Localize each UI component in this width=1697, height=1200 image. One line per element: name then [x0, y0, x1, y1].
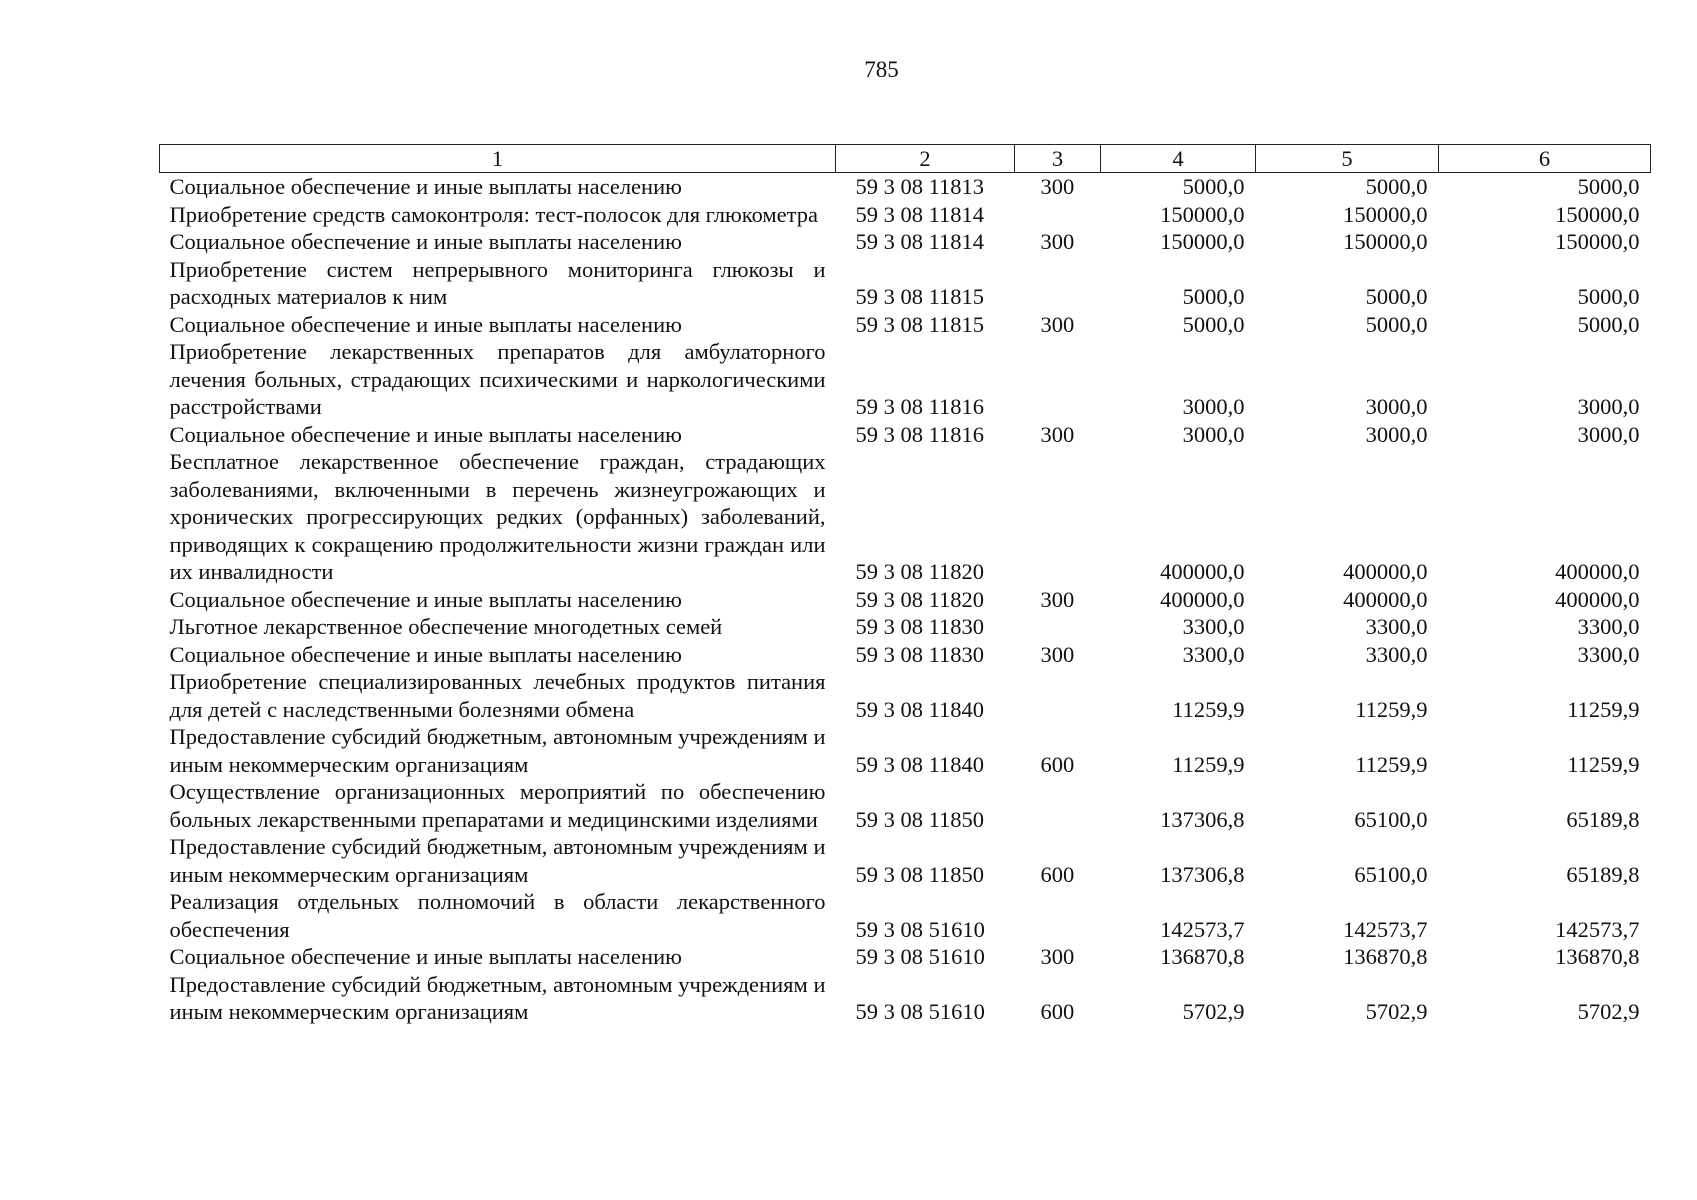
- row-value-col6-cell: 3000,0: [1577, 421, 1640, 447]
- row-name-cell: Социальное обеспечение и иные выплаты населению: [169, 229, 682, 254]
- row-value-col5-cell: 11259,9: [1355, 751, 1428, 777]
- row-code-cell: 59 3 08 51610: [855, 944, 985, 969]
- row-type-cell: 300: [1040, 944, 1075, 969]
- row-value-col4-cell: 3300,0: [1182, 641, 1245, 667]
- row-value-col5-cell: 11259,9: [1355, 696, 1428, 722]
- table-row: [160, 943, 1651, 971]
- row-code-cell: 59 3 08 11815: [855, 311, 985, 337]
- row-code-cell: 59 3 08 11850: [855, 861, 985, 887]
- row-name-cell: Предоставление субсидий бюджетным, автономным учреждениям и иным некоммерческим организациям: [169, 834, 826, 887]
- row-name-cell: Социальное обеспечение и иные выплаты населению: [169, 311, 682, 337]
- row-value-col4-cell: 11259,9: [1172, 751, 1245, 777]
- row-code-cell: 59 3 08 11816: [855, 394, 985, 419]
- row-type-cell: 300: [1040, 311, 1075, 337]
- row-type-cell: [1015, 613, 1101, 641]
- row-code-cell: 59 3 08 11840: [855, 751, 985, 777]
- row-value-col6-cell: 150000,0: [1555, 201, 1640, 227]
- table-row: [160, 668, 1651, 723]
- row-value-col4-cell: 5000,0: [1182, 284, 1245, 309]
- row-code-cell: 59 3 08 11820: [855, 586, 985, 612]
- row-type-cell: 600: [1040, 999, 1075, 1024]
- row-type-cell: [1015, 338, 1101, 421]
- row-value-col5-cell: 400000,0: [1343, 586, 1428, 612]
- row-name-cell: Льготное лекарственное обеспечение многодетных семей: [169, 614, 723, 639]
- row-value-col4-cell: 5702,9: [1182, 999, 1245, 1024]
- table-row: [160, 256, 1651, 311]
- row-value-col6-cell: 400000,0: [1555, 559, 1640, 584]
- row-value-col4-cell: 150000,0: [1160, 229, 1245, 254]
- row-value-col6-cell: 3300,0: [1577, 641, 1640, 667]
- row-name-cell: Социальное обеспечение и иные выплаты населению: [169, 421, 682, 447]
- row-code-cell: 59 3 08 11814: [855, 229, 985, 254]
- column-header-2: 2: [836, 145, 1015, 173]
- row-type-cell: 600: [1040, 751, 1075, 777]
- row-value-col5-cell: 5000,0: [1365, 174, 1428, 199]
- column-header-5: 5: [1256, 145, 1439, 173]
- row-type-cell: 300: [1040, 641, 1075, 667]
- table-row: [160, 228, 1651, 256]
- row-type-cell: 300: [1040, 421, 1075, 447]
- row-value-col5-cell: 142573,7: [1343, 916, 1428, 942]
- row-value-col5-cell: 150000,0: [1343, 229, 1428, 254]
- row-name-cell: Социальное обеспечение и иные выплаты населению: [169, 174, 682, 199]
- row-code-cell: 59 3 08 51610: [855, 999, 985, 1024]
- row-value-col4-cell: 150000,0: [1160, 201, 1245, 227]
- row-code-cell: 59 3 08 11815: [855, 284, 985, 309]
- header-row: [160, 145, 1651, 173]
- row-name-cell: Предоставление субсидий бюджетным, автономным учреждениям и иным некоммерческим организациям: [169, 724, 826, 777]
- table-row: [160, 586, 1651, 614]
- row-name-cell: Приобретение систем непрерывного мониторинга глюкозы и расходных материалов к ним: [169, 256, 826, 309]
- row-type-cell: [1015, 256, 1101, 311]
- row-value-col6-cell: 5000,0: [1577, 284, 1640, 309]
- row-code-cell: 59 3 08 11816: [855, 421, 985, 447]
- row-code-cell: 59 3 08 11850: [855, 806, 985, 832]
- column-header-1: 1: [160, 145, 836, 173]
- table-row: [160, 613, 1651, 641]
- row-name-cell: Бесплатное лекарственное обеспечение граждан, страдающих заболеваниями, включенными в перечень жизнеугрожающих и хронических прогрессирующих редких (орфанных) заболеваний, приводящих к сокращению продолжительности жизни граждан или их инвалидности: [169, 449, 826, 584]
- row-code-cell: 59 3 08 11814: [855, 201, 985, 227]
- row-code-cell: 59 3 08 11813: [855, 174, 985, 199]
- row-value-col4-cell: 137306,8: [1160, 806, 1245, 832]
- table-row: [160, 778, 1651, 833]
- row-value-col6-cell: 65189,8: [1566, 861, 1640, 887]
- row-value-col5-cell: 400000,0: [1343, 559, 1428, 584]
- table-row: [160, 971, 1651, 1026]
- row-value-col6-cell: 150000,0: [1555, 229, 1640, 254]
- row-name-cell: Осуществление организационных мероприятий по обеспечению больных лекарственными препаратами и медицинскими изделиями: [169, 779, 826, 832]
- row-name-cell: Социальное обеспечение и иные выплаты населению: [169, 586, 682, 612]
- row-value-col4-cell: 137306,8: [1160, 861, 1245, 887]
- row-value-col4-cell: 3300,0: [1182, 614, 1245, 639]
- row-value-col5-cell: 5000,0: [1365, 311, 1428, 337]
- row-value-col6-cell: 5702,9: [1577, 999, 1640, 1024]
- row-value-col4-cell: 142573,7: [1160, 916, 1245, 942]
- row-value-col6-cell: 3000,0: [1577, 394, 1640, 419]
- table-header: [160, 145, 1651, 173]
- row-value-col5-cell: 136870,8: [1343, 944, 1428, 969]
- column-header-4: 4: [1101, 145, 1256, 173]
- table-row: [160, 723, 1651, 778]
- row-value-col4-cell: 3000,0: [1182, 421, 1245, 447]
- row-name-cell: Социальное обеспечение и иные выплаты населению: [169, 944, 682, 969]
- row-value-col5-cell: 65100,0: [1354, 861, 1428, 887]
- row-name-cell: Приобретение средств самоконтроля: тест-полосок для глюкометра: [169, 201, 818, 227]
- row-value-col4-cell: 400000,0: [1160, 559, 1245, 584]
- row-name-cell: Приобретение лекарственных препаратов для амбулаторного лечения больных, страдающих психическими и наркологическими расстройствами: [169, 339, 826, 419]
- table-row: [160, 421, 1651, 449]
- row-value-col4-cell: 11259,9: [1172, 696, 1245, 722]
- table-row: [160, 448, 1651, 586]
- row-code-cell: 59 3 08 11840: [855, 696, 985, 722]
- row-code-cell: 59 3 08 11830: [855, 614, 985, 639]
- column-header-6: 6: [1439, 145, 1651, 173]
- row-value-col6-cell: 142573,7: [1555, 916, 1640, 942]
- row-name-cell: Социальное обеспечение и иные выплаты населению: [169, 641, 682, 667]
- row-value-col5-cell: 3000,0: [1365, 394, 1428, 419]
- table-row: [160, 338, 1651, 421]
- row-code-cell: 59 3 08 51610: [855, 916, 985, 942]
- row-value-col6-cell: 11259,9: [1567, 696, 1640, 722]
- table-row: [160, 833, 1651, 888]
- row-code-cell: 59 3 08 11830: [855, 641, 985, 667]
- row-value-col4-cell: 400000,0: [1160, 586, 1245, 612]
- row-value-col6-cell: 11259,9: [1567, 751, 1640, 777]
- row-type-cell: [1015, 668, 1101, 723]
- table-body: [160, 173, 1651, 1026]
- row-type-cell: 600: [1040, 861, 1075, 887]
- row-name-cell: Приобретение специализированных лечебных продуктов питания для детей с наследственными болезнями обмена: [169, 669, 826, 722]
- table-row: [160, 201, 1651, 229]
- column-header-3: 3: [1015, 145, 1101, 173]
- row-type-cell: 300: [1040, 174, 1075, 199]
- row-value-col5-cell: 5702,9: [1365, 999, 1428, 1024]
- row-name-cell: Предоставление субсидий бюджетным, автономным учреждениям и иным некоммерческим организациям: [169, 971, 826, 1024]
- row-value-col6-cell: 65189,8: [1566, 806, 1640, 832]
- row-value-col4-cell: 136870,8: [1160, 944, 1245, 969]
- row-value-col4-cell: 5000,0: [1182, 311, 1245, 337]
- row-name-cell: Реализация отдельных полномочий в области лекарственного обеспечения: [169, 889, 826, 942]
- table-row: [160, 641, 1651, 669]
- row-code-cell: 59 3 08 11820: [855, 559, 985, 584]
- row-type-cell: 300: [1040, 586, 1075, 612]
- row-value-col6-cell: 136870,8: [1555, 944, 1640, 969]
- row-value-col5-cell: 65100,0: [1354, 806, 1428, 832]
- row-type-cell: [1015, 778, 1101, 833]
- row-value-col6-cell: 5000,0: [1577, 311, 1640, 337]
- row-type-cell: [1015, 448, 1101, 586]
- row-type-cell: [1015, 888, 1101, 943]
- page-number: 785: [864, 57, 899, 82]
- row-value-col5-cell: 3300,0: [1365, 614, 1428, 639]
- row-value-col5-cell: 150000,0: [1343, 201, 1428, 227]
- table-row: [160, 173, 1651, 201]
- row-type-cell: 300: [1040, 229, 1075, 254]
- row-value-col4-cell: 3000,0: [1182, 394, 1245, 419]
- row-value-col6-cell: 5000,0: [1577, 174, 1640, 199]
- row-type-cell: [1015, 201, 1101, 229]
- budget-table: [159, 144, 1651, 1026]
- row-value-col5-cell: 3300,0: [1365, 641, 1428, 667]
- row-value-col6-cell: 400000,0: [1555, 586, 1640, 612]
- row-value-col4-cell: 5000,0: [1182, 174, 1245, 199]
- row-value-col5-cell: 3000,0: [1365, 421, 1428, 447]
- table-row: [160, 888, 1651, 943]
- table-row: [160, 311, 1651, 339]
- row-value-col6-cell: 3300,0: [1577, 614, 1640, 639]
- row-value-col5-cell: 5000,0: [1365, 284, 1428, 309]
